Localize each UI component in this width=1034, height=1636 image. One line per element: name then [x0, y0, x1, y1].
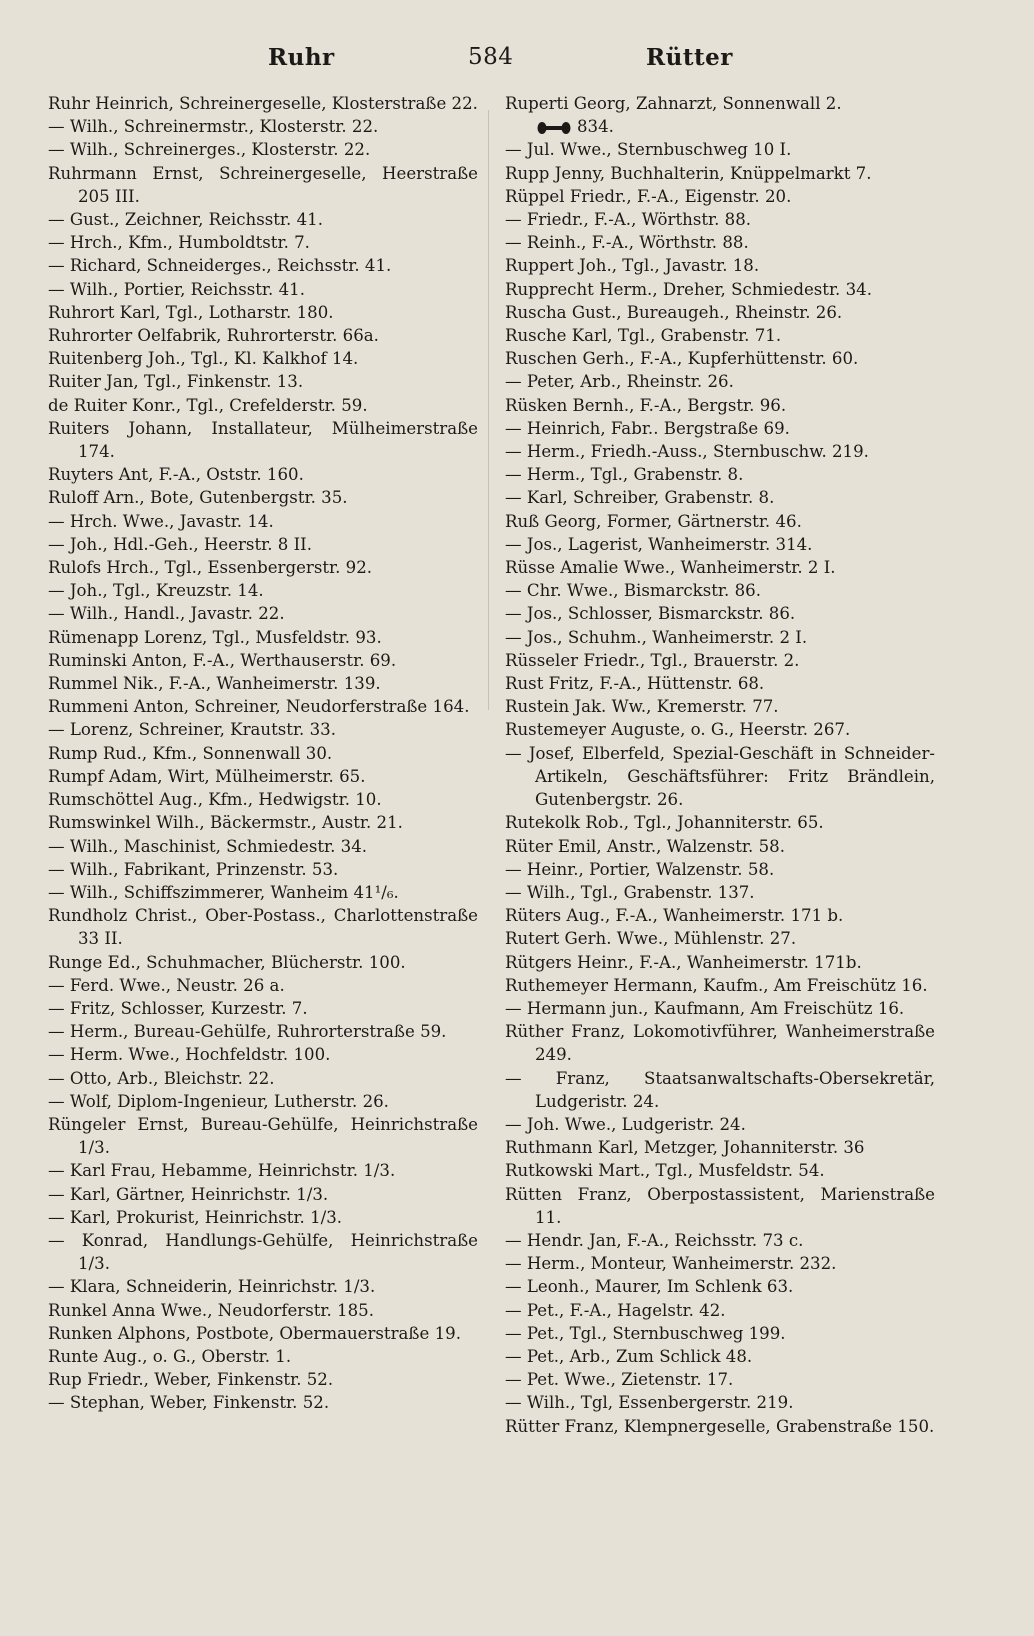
directory-entry: Rütten Franz, Oberpostassistent, Marienstraße 11.: [505, 1184, 935, 1227]
directory-entry: — Herm., Friedh.-Auss., Sternbuschw. 219.: [505, 442, 869, 462]
directory-entry: Ruiter Jan, Tgl., Finkenstr. 13.: [48, 372, 304, 392]
running-head-right: Rütter: [646, 44, 733, 71]
directory-entry: Rüsseler Friedr., Tgl., Brauerstr. 2.: [505, 650, 800, 670]
column-divider: [488, 110, 489, 710]
directory-entry: Rutert Gerh. Wwe., Mühlenstr. 27.: [505, 929, 797, 949]
directory-entry: — Klara, Schneiderin, Heinrichstr. 1/3.: [48, 1277, 376, 1297]
directory-entry: — Wilh., Tgl, Essenbergerstr. 219.: [505, 1393, 794, 1413]
directory-entry: Rüsse Amalie Wwe., Wanheimerstr. 2 I.: [505, 558, 836, 578]
directory-entry: Ruthemeyer Hermann, Kaufm., Am Freischütz 16.: [505, 975, 928, 995]
directory-entry: Rust Fritz, F.-A., Hüttenstr. 68.: [505, 674, 765, 694]
directory-entry: Rümenapp Lorenz, Tgl., Musfeldstr. 93.: [48, 627, 382, 647]
directory-entry: Rüther Franz, Lokomotivführer, Wanheimerstraße 249.: [505, 1022, 935, 1065]
directory-entry: Rulofs Hrch., Tgl., Essenbergerstr. 92.: [48, 558, 373, 578]
directory-entry: — Leonh., Maurer, Im Schlenk 63.: [505, 1277, 794, 1297]
directory-entry: — Friedr., F.-A., Wörthstr. 88.: [505, 210, 752, 230]
directory-entry: — Jos., Lagerist, Wanheimerstr. 314.: [505, 534, 813, 554]
directory-entry: — Joh. Wwe., Ludgeristr. 24.: [505, 1114, 746, 1134]
directory-entry: Ruhrort Karl, Tgl., Lotharstr. 180.: [48, 302, 334, 322]
directory-entry: — Jul. Wwe., Sternbuschweg 10 I.: [505, 140, 792, 160]
phone-number: 834.: [577, 117, 614, 137]
directory-entry: Rundholz Christ., Ober-Postass., Charlottenstraße 33 II.: [48, 906, 478, 949]
directory-entry: — Lorenz, Schreiner, Krautstr. 33.: [48, 720, 336, 740]
directory-entry: Ruthmann Karl, Metzger, Johanniterstr. 36: [505, 1138, 865, 1158]
directory-entry: — Ferd. Wwe., Neustr. 26 a.: [48, 975, 285, 995]
directory-entry: — Wolf, Diplom-Ingenieur, Lutherstr. 26.: [48, 1091, 389, 1111]
directory-entry: — Hrch., Kfm., Humboldtstr. 7.: [48, 233, 310, 253]
directory-entry: — Jos., Schlosser, Bismarckstr. 86.: [505, 604, 796, 624]
directory-entry: — Chr. Wwe., Bismarckstr. 86.: [505, 581, 761, 601]
directory-entry: — Joh., Hdl.-Geh., Heerstr. 8 II.: [48, 534, 312, 554]
telephone-icon: [537, 121, 571, 135]
directory-entry: Rumpf Adam, Wirt, Mülheimerstr. 65.: [48, 766, 366, 786]
directory-entry: Rüters Aug., F.-A., Wanheimerstr. 171 b.: [505, 906, 844, 926]
directory-entry: Rüngeler Ernst, Bureau-Gehülfe, Heinrichstraße 1/3.: [48, 1114, 478, 1158]
directory-entry: — Wilh., Schreinerges., Klosterstr. 22.: [48, 140, 371, 160]
directory-entry: — Herm., Bureau-Gehülfe, Ruhrorterstraße 59.: [48, 1022, 447, 1042]
directory-entry: — Wilh., Schreinermstr., Klosterstr. 22.: [48, 117, 379, 137]
directory-entry: Ruhrorter Oelfabrik, Ruhrorterstr. 66a.: [48, 326, 379, 346]
directory-entry: Rüter Emil, Anstr., Walzenstr. 58.: [505, 836, 785, 856]
directory-entry: — Karl, Schreiber, Grabenstr. 8.: [505, 488, 775, 508]
directory-entry: Rütgers Heinr., F.-A., Wanheimerstr. 171b.: [505, 952, 862, 972]
directory-entry: Rummeni Anton, Schreiner, Neudorferstraße 164.: [48, 697, 470, 717]
directory-entry: — Stephan, Weber, Finkenstr. 52.: [48, 1393, 330, 1413]
right-column: [505, 92, 935, 1438]
directory-entry: — Reinh., F.-A., Wörthstr. 88.: [505, 233, 749, 253]
directory-entry: — Herm. Wwe., Hochfeldstr. 100.: [48, 1045, 331, 1065]
directory-entry: Ruschen Gerh., F.-A., Kupferhüttenstr. 60.: [505, 349, 859, 369]
directory-entry: Rustein Jak. Ww., Kremerstr. 77.: [505, 697, 779, 717]
directory-entry: Ruscha Gust., Bureaugeh., Rheinstr. 26.: [505, 302, 843, 322]
directory-entry: — Fritz, Schlosser, Kurzestr. 7.: [48, 998, 308, 1018]
directory-entry: Ruiters Johann, Installateur, Mülheimerstraße 174.: [48, 418, 478, 462]
directory-entry: — Wilh., Schiffszimmerer, Wanheim 41¹/₆.: [48, 882, 399, 902]
directory-entry: [505, 115, 935, 138]
directory-entry: Ruitenberg Joh., Tgl., Kl. Kalkhof 14.: [48, 349, 359, 369]
directory-entry: — Hendr. Jan, F.-A., Reichsstr. 73 c.: [505, 1230, 804, 1250]
directory-entry: — Pet., F.-A., Hagelstr. 42.: [505, 1300, 726, 1320]
directory-entry: Ruyters Ant, F.-A., Oststr. 160.: [48, 465, 304, 485]
directory-entry: — Wilh., Portier, Reichsstr. 41.: [48, 279, 305, 299]
directory-entry: — Hrch. Wwe., Javastr. 14.: [48, 511, 274, 531]
directory-entry: Rutkowski Mart., Tgl., Musfeldstr. 54.: [505, 1161, 825, 1181]
directory-entry: — Heinrich, Fabr.. Bergstraße 69.: [505, 418, 790, 438]
directory-entry: — Gust., Zeichner, Reichsstr. 41.: [48, 210, 323, 230]
directory-entry: — Pet., Tgl., Sternbuschweg 199.: [505, 1323, 786, 1343]
directory-entry: Runte Aug., o. G., Oberstr. 1.: [48, 1346, 292, 1366]
directory-entry: — Herm., Tgl., Grabenstr. 8.: [505, 465, 744, 485]
directory-entry: Runkel Anna Wwe., Neudorferstr. 185.: [48, 1300, 375, 1320]
directory-entry: Rup Friedr., Weber, Finkenstr. 52.: [48, 1370, 334, 1390]
running-head-left: Ruhr: [268, 44, 335, 71]
directory-entry: Rütter Franz, Klempnergeselle, Grabenstraße 150.: [505, 1416, 935, 1436]
directory-entry: Rump Rud., Kfm., Sonnenwall 30.: [48, 743, 333, 763]
directory-entry: Ruß Georg, Former, Gärtnerstr. 46.: [505, 511, 802, 531]
directory-entry: Rüppel Friedr., F.-A., Eigenstr. 20.: [505, 186, 792, 206]
directory-entry: Runken Alphons, Postbote, Obermauerstraße 19.: [48, 1323, 461, 1343]
directory-entry: — Otto, Arb., Bleichstr. 22.: [48, 1068, 275, 1088]
directory-entry: — Hermann jun., Kaufmann, Am Freischütz 16.: [505, 998, 905, 1018]
directory-entry: — Wilh., Fabrikant, Prinzenstr. 53.: [48, 859, 339, 879]
directory-entry: — Wilh., Maschinist, Schmiedestr. 34.: [48, 836, 368, 856]
directory-entry: Rupprecht Herm., Dreher, Schmiedestr. 34.: [505, 279, 872, 299]
page-number: 584: [468, 44, 514, 70]
directory-entry: — Josef, Elberfeld, Spezial-Geschäft in Schneider-Artikeln, Geschäftsführer: Fritz Brändlein, Gutenbergstr. 26.: [505, 743, 935, 810]
directory-entry: — Peter, Arb., Rheinstr. 26.: [505, 372, 734, 392]
directory-entry: Ruminski Anton, F.-A., Werthauserstr. 69.: [48, 650, 397, 670]
directory-entry: — Karl, Gärtner, Heinrichstr. 1/3.: [48, 1184, 329, 1204]
directory-entry: Ruppert Joh., Tgl., Javastr. 18.: [505, 256, 760, 276]
directory-entry: — Pet., Arb., Zum Schlick 48.: [505, 1346, 753, 1366]
directory-entry: — Wilh., Handl., Javastr. 22.: [48, 604, 285, 624]
directory-entry: — Wilh., Tgl., Grabenstr. 137.: [505, 882, 755, 902]
directory-entry: — Herm., Monteur, Wanheimerstr. 232.: [505, 1254, 837, 1274]
directory-entry: — Joh., Tgl., Kreuzstr. 14.: [48, 581, 264, 601]
directory-entry: Rummel Nik., F.-A., Wanheimerstr. 139.: [48, 674, 381, 694]
directory-entry: Ruloff Arn., Bote, Gutenbergstr. 35.: [48, 488, 348, 508]
directory-entry: — Richard, Schneiderges., Reichsstr. 41.: [48, 256, 392, 276]
directory-entry: — Konrad, Handlungs-Gehülfe, Heinrichstraße 1/3.: [48, 1230, 478, 1274]
directory-entry: Rupp Jenny, Buchhalterin, Knüppelmarkt 7.: [505, 163, 872, 183]
directory-entry: — Franz, Staatsanwaltschafts-Obersekretär, Ludgeristr. 24.: [505, 1068, 935, 1111]
directory-entry: Rustemeyer Auguste, o. G., Heerstr. 267.: [505, 720, 851, 740]
directory-entry: de Ruiter Konr., Tgl., Crefelderstr. 59.: [48, 395, 368, 415]
directory-entry: Rusche Karl, Tgl., Grabenstr. 71.: [505, 326, 782, 346]
left-column: [48, 92, 478, 1415]
directory-entry: Rumschöttel Aug., Kfm., Hedwigstr. 10.: [48, 790, 382, 810]
directory-entry: Rutekolk Rob., Tgl., Johanniterstr. 65.: [505, 813, 824, 833]
directory-entry: Rüsken Bernh., F.-A., Bergstr. 96.: [505, 395, 787, 415]
directory-entry: Ruhr Heinrich, Schreinergeselle, Klosterstraße 22.: [48, 94, 478, 113]
directory-entry: — Heinr., Portier, Walzenstr. 58.: [505, 859, 775, 879]
directory-entry: — Pet. Wwe., Zietenstr. 17.: [505, 1370, 734, 1390]
directory-entry: Runge Ed., Schuhmacher, Blücherstr. 100.: [48, 952, 406, 972]
directory-entry: Ruperti Georg, Zahnarzt, Sonnenwall 2.: [505, 94, 842, 113]
directory-entry: Rumswinkel Wilh., Bäckermstr., Austr. 21.: [48, 813, 403, 833]
directory-entry: — Jos., Schuhm., Wanheimerstr. 2 I.: [505, 627, 808, 647]
directory-entry: — Karl Frau, Hebamme, Heinrichstr. 1/3.: [48, 1161, 396, 1181]
directory-entry: Ruhrmann Ernst, Schreinergeselle, Heerstraße 205 III.: [48, 163, 478, 206]
directory-entry: — Karl, Prokurist, Heinrichstr. 1/3.: [48, 1207, 343, 1227]
